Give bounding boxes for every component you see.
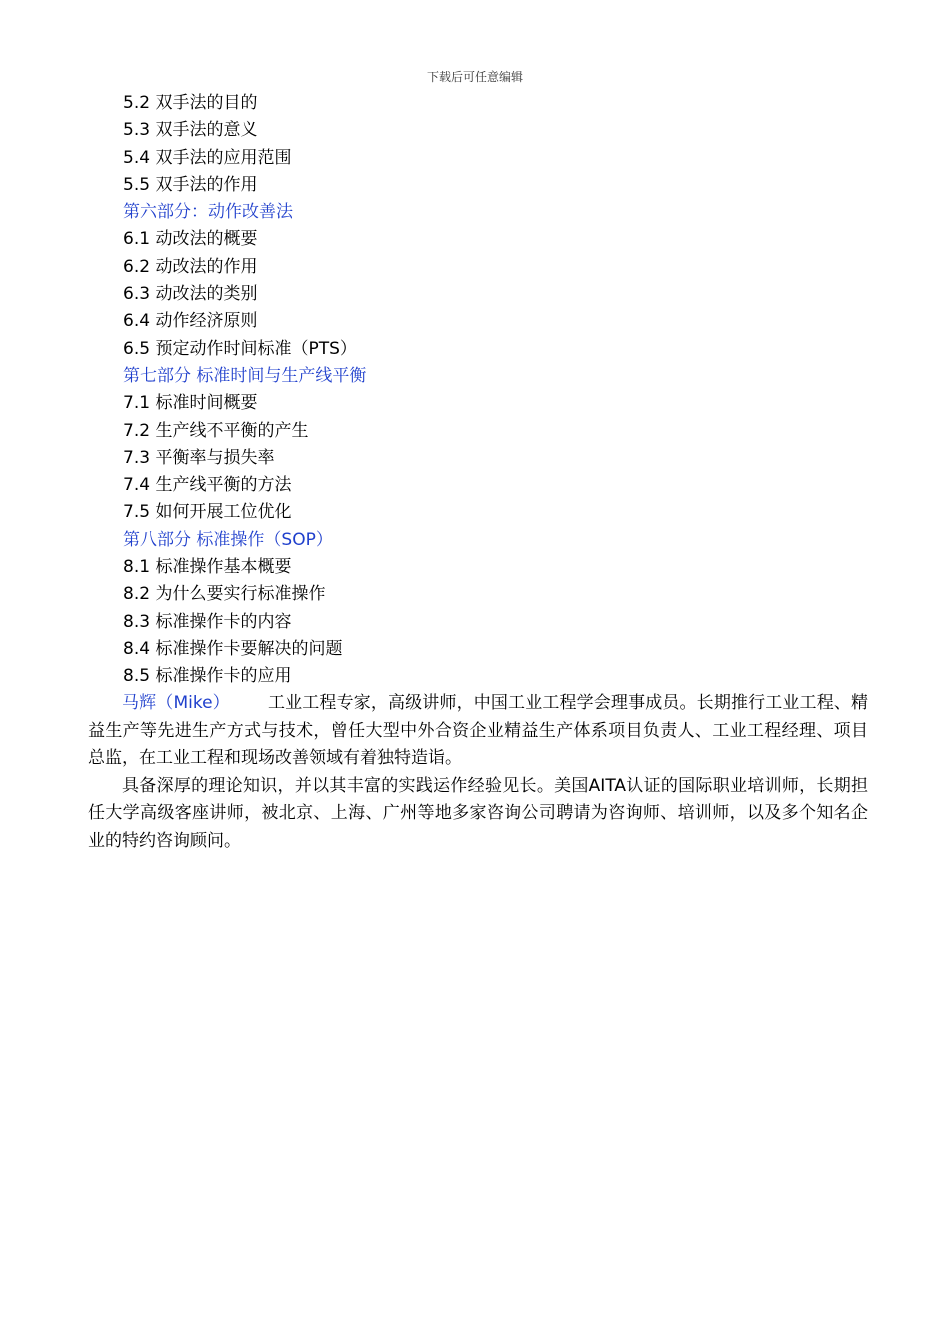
instructor-bio [88,690,868,855]
toc-item: 8.5 标准操作卡的应用 [123,666,292,687]
toc-item: 6.2 动改法的作用 [123,256,258,277]
toc-section-heading: 第六部分：动作改善法 [123,202,293,223]
bio-text-1: 工业工程专家，高级讲师，中国工业工程学会理事成员。长期推行工业工程、精益生产等先进生产方式与技术，曾任大型中外合资企业精益生产体系项目负责人、工业工程经理、项目总监，在工业工程和现场改善领域有着独特造诣。 [88,693,868,768]
toc-item: 5.2 双手法的目的 [123,93,258,113]
toc-item: 5.3 双手法的意义 [123,120,258,141]
page-header-note: 下载后可任意编辑 [426,70,523,84]
toc-item: 7.2 生产线不平衡的产生 [123,420,309,441]
toc-section-heading: 第七部分 标准时间与生产线平衡 [123,365,367,386]
table-of-contents [123,90,366,691]
toc-section-heading: 第八部分 标准操作（SOP） [123,529,333,550]
toc-item: 8.4 标准操作卡要解决的问题 [123,638,343,659]
toc-item: 6.3 动改法的类别 [123,284,258,305]
toc-item: 8.2 为什么要实行标准操作 [123,584,326,605]
bio-paragraph-2: 具备深厚的理论知识，并以其丰富的实践运作经验见长。美国AITA认证的国际职业培训师，长期担任大学高级客座讲师，被北京、上海、广州等地多家咨询公司聘请为咨询师、培训师，以及多个知名企业的特约咨询顾问。 [88,775,868,851]
toc-item: 7.3 平衡率与损失率 [123,447,275,468]
bio-paragraph-1 [88,690,868,773]
toc-item: 6.5 预定动作时间标准（PTS） [123,338,357,359]
toc-item: 6.1 动改法的概要 [123,229,258,250]
toc-item: 6.4 动作经济原则 [123,311,258,332]
instructor-name: 马辉（Mike） [122,693,230,713]
toc-item: 7.4 生产线平衡的方法 [123,475,292,496]
toc-item: 7.1 标准时间概要 [123,393,258,414]
toc-item: 5.4 双手法的应用范围 [123,147,292,168]
toc-item: 7.5 如何开展工位优化 [123,502,292,523]
toc-item: 5.5 双手法的作用 [123,174,258,195]
toc-item: 8.1 标准操作基本概要 [123,557,292,578]
toc-item: 8.3 标准操作卡的内容 [123,611,292,632]
